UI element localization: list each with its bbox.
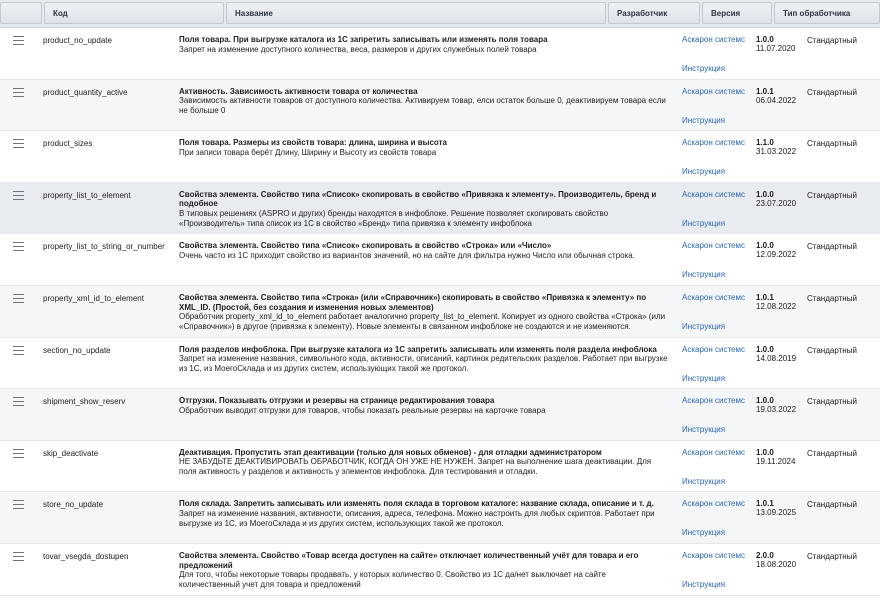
version-date: 31.03.2022 [756, 147, 797, 157]
developer-cell [682, 292, 750, 331]
handler-name-cell [179, 87, 669, 116]
handler-title: Поля товара. Размеры из свойств товара: длина, ширина и высота [179, 138, 447, 148]
handler-description: Запрет на изменение доступного количества, веса, размеров и других служебных полей товара [179, 44, 537, 54]
table-row[interactable] [0, 441, 880, 493]
handler-code: product_no_update [43, 36, 112, 45]
version-date: 12.08.2022 [756, 301, 797, 311]
handler-description: В типовых решениях (ASPRO и других) бренды находятся в инфоблоке. Решение позволяет скопировать свойство «Производитель» типа список из 1С в свойство «Бренд» типа привязка к элементу инфоблока [179, 208, 609, 228]
version-number: 1.0.0 [756, 35, 774, 44]
handler-type: Стандартный [807, 448, 857, 458]
version-date: 19.03.2022 [756, 405, 797, 415]
handler-code: property_list_to_element [43, 190, 131, 200]
version-number: 1.0.1 [756, 86, 774, 96]
handler-description: Запрет на изменение названия, символьного кода, активности, описаний, картинок редительских разделов. Работает при выгрузке из 1С, из МоегоСклада и из других систем, использующих такой же протокол. [179, 354, 668, 373]
drag-handle-icon[interactable] [13, 88, 24, 97]
table-row[interactable] [0, 286, 880, 338]
drag-handle-icon[interactable] [13, 397, 24, 406]
version-date: 19.11.2024 [756, 456, 796, 466]
handler-name-cell [179, 138, 669, 157]
instruction-link[interactable]: Инструкция [682, 115, 726, 125]
handler-description: НЕ ЗАБУДЬТЕ ДЕАКТИВИРОВАТЬ ОБРАБОТЧИК, КОГДА ОН УЖЕ НЕ НУЖЕН. Запрет на выполнение шага деактивации. Для поля активность у разделов и активность у элементов инфоблока. Для тестирования и отладки. [179, 457, 652, 476]
handler-title: Деактивация. Пропустить этап деактивации (только для новых обменов) - для отладки администратором [179, 447, 602, 457]
table-row[interactable] [0, 492, 880, 544]
handler-name-cell [179, 551, 669, 589]
handler-code: property_list_to_string_or_number [43, 242, 165, 252]
table-row[interactable] [0, 544, 880, 596]
table-row[interactable] [0, 389, 880, 441]
handler-type: Стандартный [807, 139, 857, 149]
version-date: 06.04.2022 [756, 95, 797, 105]
version-number: 1.0.1 [756, 499, 774, 509]
drag-handle-icon[interactable] [13, 294, 24, 303]
instruction-link[interactable]: Инструкция [682, 64, 726, 73]
table-row[interactable] [0, 183, 880, 235]
developer-cell [682, 344, 750, 383]
version-cell [756, 396, 806, 414]
handler-code: tovar_vsegda_dostupen [43, 551, 129, 561]
drag-handle-icon[interactable] [13, 346, 24, 355]
instruction-link[interactable]: Инструкция [682, 579, 726, 589]
developer-cell [682, 396, 750, 435]
handler-code: store_no_update [43, 500, 104, 510]
handler-code: skip_deactivate [43, 448, 99, 458]
version-number: 1.1.0 [756, 138, 774, 148]
handler-code: product_sizes [43, 139, 93, 149]
developer-link[interactable]: Аскарон системс [682, 447, 745, 457]
handler-title: Отгрузки. Показывать отгрузки и резервы на странице редактирования товара [179, 396, 495, 406]
handler-name-cell [179, 345, 669, 374]
version-cell [756, 551, 806, 569]
version-cell [756, 35, 806, 53]
handler-code: product_quantity_active [43, 87, 128, 97]
version-date: 11.07.2020 [756, 44, 796, 53]
version-cell [756, 190, 806, 208]
handler-name-cell [179, 35, 669, 54]
drag-handle-icon[interactable] [13, 449, 24, 458]
drag-handle-icon[interactable] [13, 191, 24, 200]
handler-name-cell [179, 190, 669, 228]
column-header-type[interactable]: Тип обработчика [774, 2, 880, 24]
handler-title: Поля товара. При выгрузке каталога из 1С запретить записывать или изменять поля товара [179, 35, 548, 44]
version-cell [756, 345, 806, 363]
developer-cell [682, 499, 750, 538]
handler-type: Стандартный [807, 36, 857, 45]
table-row[interactable] [0, 234, 880, 286]
handler-code: property_xml_id_to_element [43, 293, 144, 303]
version-date: 18.08.2020 [756, 559, 797, 569]
developer-link[interactable]: Аскарон системс [682, 499, 745, 509]
drag-handle-icon[interactable] [13, 500, 24, 509]
developer-link[interactable]: Аскарон системс [682, 292, 745, 302]
instruction-link[interactable]: Инструкция [682, 321, 726, 331]
developer-cell [682, 447, 750, 486]
handler-name-cell [179, 396, 669, 415]
instruction-link[interactable]: Инструкция [682, 373, 726, 383]
version-date: 14.08.2019 [756, 353, 797, 363]
developer-cell [682, 189, 750, 228]
version-date: 23.07.2020 [756, 198, 797, 208]
developer-link[interactable]: Аскарон системс [682, 35, 745, 44]
developer-cell [682, 86, 750, 125]
developer-link[interactable]: Аскарон системс [682, 344, 745, 354]
version-cell [756, 448, 806, 466]
version-number: 1.0.0 [756, 447, 774, 457]
table-row[interactable] [0, 28, 880, 80]
version-number: 1.0.0 [756, 344, 774, 354]
handler-type: Стандартный [807, 242, 857, 252]
handler-title: Свойства элемента. Свойство «Товар всегда доступен на сайте» отключает количественный учёт для товара и его предложений [179, 550, 639, 570]
version-date: 13.09.2025 [756, 508, 797, 518]
handler-type: Стандартный [807, 500, 857, 510]
column-header-version[interactable]: Версия [702, 2, 772, 24]
grid-body [0, 28, 880, 596]
column-header-name[interactable]: Название [226, 2, 606, 24]
version-cell [756, 241, 806, 259]
version-date: 12.09.2022 [756, 250, 797, 260]
drag-handle-icon[interactable] [13, 139, 24, 148]
version-number: 1.0.0 [756, 189, 774, 199]
handler-title: Поля склада. Запретить записывать или изменять поля склада в торговом каталоге: название склада, описание и т. д. [179, 499, 654, 509]
version-number: 1.0.0 [756, 396, 774, 406]
handler-type: Стандартный [807, 397, 857, 407]
handler-type: Стандартный [807, 551, 857, 561]
column-header-code[interactable]: Код [44, 2, 224, 24]
table-row[interactable] [0, 131, 880, 183]
instruction-link[interactable]: Инструкция [682, 476, 726, 486]
handler-type: Стандартный [807, 345, 857, 355]
developer-link[interactable]: Аскарон системс [682, 189, 745, 199]
handler-type: Стандартный [807, 190, 857, 200]
instruction-link[interactable]: Инструкция [682, 425, 726, 435]
handler-description: При записи товара берёт Длину, Ширину и Высоту из свойств товара [179, 147, 437, 157]
developer-cell [682, 35, 750, 73]
version-cell [756, 499, 806, 517]
version-number: 1.0.1 [756, 292, 774, 302]
instruction-link[interactable]: Инструкция [682, 167, 726, 177]
handler-code: section_no_update [43, 345, 111, 355]
instruction-link[interactable]: Инструкция [682, 270, 726, 280]
developer-link[interactable]: Аскарон системс [682, 138, 745, 148]
handler-name-cell [179, 448, 669, 477]
handler-title: Свойства элемента. Свойство типа «Строка» (или «Справочник») скопировать в свойство «Привязка к элементу» по XML_ID. (Простой, без создания и изменения новых элементов) [179, 292, 647, 312]
version-cell [756, 138, 806, 156]
version-cell [756, 293, 806, 311]
drag-handle-icon[interactable] [13, 242, 24, 251]
handler-description: Обработчик property_xml_id_to_element работает аналогично property_list_to_element. Копирует из одного свойства «Строка» (или «Справочник») в другое (привязка к элементу). Новые элементы в связанном инфоблоке не создаются и не изменяются. [179, 312, 666, 331]
handler-name-cell [179, 293, 669, 331]
handler-description: Запрет на изменение названия, активности, описания, адреса, телефона. Можно настроить для любых скриптов. Работает при выгрузке из 1С, из МоегоСклада и из других систем, использующих такой же протокол. [179, 508, 655, 528]
handler-name-cell [179, 499, 669, 528]
drag-handle-icon[interactable] [13, 36, 24, 45]
handler-description: Зависимость активности товаров от доступного количества. Активируем товар, елси остаток больше 0, деактивируем товара если не больше 0 [179, 96, 666, 115]
developer-link[interactable]: Аскарон системс [682, 241, 745, 251]
version-number: 2.0.0 [756, 550, 774, 560]
handler-description: Очень часто из 1С приходит свойство из вариантов значений, но на сайте для фильтра нужно Число или обычная строка. [179, 250, 635, 260]
column-header-developer[interactable]: Разработчик [608, 2, 700, 24]
developer-link[interactable]: Аскарон системс [682, 396, 745, 406]
table-row[interactable] [0, 338, 880, 390]
developer-cell [682, 550, 750, 589]
handler-description: Для того, чтобы некоторые товары продавать, у которых количество 0. Свойство из 1С да/нет выключает на сайте количественный учет для товара и предложений [179, 570, 606, 589]
grid-header [0, 0, 880, 28]
developer-link[interactable]: Аскарон системс [682, 86, 745, 96]
handler-title: Свойства элемента. Свойство типа «Список» скопировать в свойство «Строка» или «Число» [179, 241, 552, 251]
instruction-link[interactable]: Инструкция [682, 528, 726, 538]
handler-title: Активность. Зависимость активности товара от количества [179, 86, 418, 96]
handler-title: Свойства элемента. Свойство типа «Список» скопировать в свойство «Привязка к элементу». Производитель, бренд и подобное [179, 189, 657, 209]
handler-title: Поля разделов инфоблока. При выгрузке каталога из 1С запретить записывать или изменять поля раздела инфоблока [179, 344, 657, 354]
developer-link[interactable]: Аскарон системс [682, 550, 745, 560]
handler-code: shipment_show_reserv [43, 397, 126, 407]
handler-description: Обработчик выводит отгрузки для товаров, чтобы показать реальные резервы на карточке товара [179, 405, 546, 415]
version-number: 1.0.0 [756, 241, 774, 251]
handler-name-cell [179, 241, 669, 260]
drag-handle-icon[interactable] [13, 552, 24, 561]
table-row[interactable] [0, 80, 880, 132]
handler-type: Стандартный [807, 87, 857, 97]
developer-cell [682, 138, 750, 177]
instruction-link[interactable]: Инструкция [682, 218, 726, 228]
handler-type: Стандартный [807, 293, 857, 303]
column-header-handle [0, 2, 42, 24]
version-cell [756, 87, 806, 105]
developer-cell [682, 241, 750, 280]
